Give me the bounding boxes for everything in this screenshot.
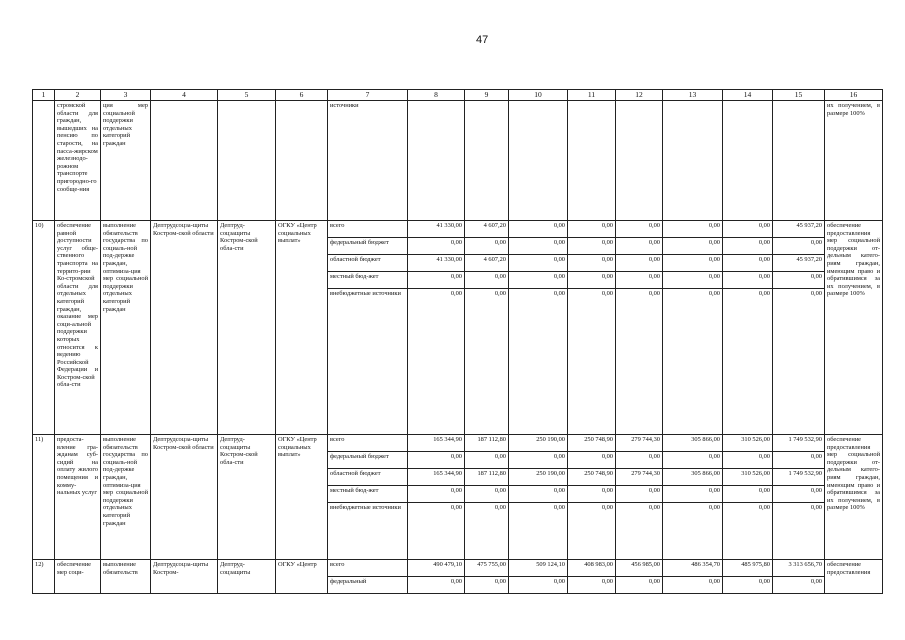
amount-column — [663, 560, 723, 594]
col-header: 2 — [55, 90, 101, 101]
amount-column — [408, 435, 465, 560]
amount-cell: 0,00 — [663, 221, 722, 238]
amount-cell: 41 330,00 — [408, 255, 464, 272]
amount-cell: 187 112,80 — [465, 435, 508, 452]
amount-column — [509, 560, 568, 594]
amount-cell: 0,00 — [810, 504, 822, 511]
measure-goal: выполнение обязательств государства по социаль-ной под-держке граждан, оптимиза-ция мер социальной поддержки отдельных категорий граждан — [101, 435, 151, 560]
amount-cell: 0,00 — [773, 272, 824, 289]
program-table — [32, 89, 883, 594]
col-header: 14 — [723, 90, 773, 101]
responsible-executor: Дептрудсоцза-щиты Костром-ской области — [151, 221, 218, 435]
amount-cell: 0,00 — [616, 221, 662, 238]
amount-column — [723, 560, 773, 594]
amount-cell: 0,00 — [509, 255, 567, 272]
measure-name: предоста-вление гра-жданам суб-сидий на оплату жилого помещения и комму-нальных услуг — [55, 435, 101, 560]
amount-cell: 0,00 — [465, 486, 508, 503]
amount-cell: 0,00 — [553, 290, 565, 297]
amount-cell: 0,00 — [758, 290, 770, 297]
amount-cell: 0,00 — [758, 578, 770, 585]
measure-goal: выполнение обязательств — [101, 560, 151, 594]
row-number: 10) — [33, 221, 55, 435]
funding-source: всего — [328, 560, 407, 577]
amount-column — [509, 221, 568, 435]
funding-source: федеральный — [330, 578, 367, 585]
amount-cell: 509 124,10 — [509, 560, 567, 577]
amount-cell: 0,00 — [465, 238, 508, 255]
amount-column — [773, 560, 825, 594]
funding-source: областной бюджет — [328, 255, 407, 272]
funding-source: внебюджетные источники — [330, 290, 401, 297]
measure-name: обеспечение мер соци- — [55, 560, 101, 594]
amount-cell: 0,00 — [708, 290, 720, 297]
amount-cell: 0,00 — [663, 255, 722, 272]
amount-column — [663, 435, 723, 560]
amount-cell: 310 526,00 — [723, 469, 772, 486]
participant: ОГКУ «Центр социальных выплат» — [276, 221, 328, 435]
amount-cell: 0,00 — [509, 221, 567, 238]
col-header: 16 — [825, 90, 883, 101]
amount-column — [663, 221, 723, 435]
funding-source: областной бюджет — [328, 469, 407, 486]
amount-cell: 0,00 — [723, 272, 772, 289]
expected-result: обеспечение предоставления мер социальной поддержки от-дельным катего-риям граждан, имеющим право и обратившимся за их получением, в размере 100% — [825, 221, 883, 435]
amount-cell: 0,00 — [494, 504, 506, 511]
funding-source: всего — [328, 221, 407, 238]
amount-column — [773, 435, 825, 560]
amount-column — [465, 435, 509, 560]
amount-cell: 0,00 — [408, 272, 464, 289]
amount-cell: 0,00 — [723, 238, 772, 255]
amount-cell: 0,00 — [509, 452, 567, 469]
table-row — [33, 221, 883, 435]
amount-cell: 305 866,00 — [663, 435, 722, 452]
funding-source: всего — [328, 435, 407, 452]
expected-result: их получением, в размере 100% — [825, 101, 883, 221]
amount-cell: 4 607,20 — [465, 221, 508, 238]
amount-cell: 0,00 — [723, 221, 772, 238]
amount-cell: 250 190,00 — [509, 435, 567, 452]
amount-cell: 0,00 — [601, 290, 613, 297]
funding-source: источники — [328, 101, 408, 221]
funding-source: местный бюд-жет — [328, 486, 407, 503]
measure-name: стромской области для граждан, вышедших на пенсию по старости, на пасса-жирском железнодо-рожном транспорте пригородно-го сообще-ния — [55, 101, 101, 221]
col-header: 5 — [218, 90, 276, 101]
measure-goal: выполнение обязательств государства по социаль-ной под-держке граждан, оптимиза-ция мер социальной поддержки отдельных категорий граждан — [101, 221, 151, 435]
amount-cell: 0,00 — [616, 272, 662, 289]
responsible-executor: Дептрудсоцза-щиты Костром- — [151, 560, 218, 594]
amount-cell: 0,00 — [773, 486, 824, 503]
amount-cell: 187 112,80 — [465, 469, 508, 486]
amount-column — [408, 560, 465, 594]
amount-column — [616, 435, 663, 560]
amount-column — [568, 560, 616, 594]
amount-cell: 0,00 — [663, 486, 722, 503]
responsible-executor: Дептрудсоцза-щиты Костром-ской области — [151, 435, 218, 560]
amount-cell: 45 937,20 — [773, 255, 824, 272]
amount-cell: 0,00 — [708, 578, 720, 585]
amount-cell: 0,00 — [568, 238, 615, 255]
col-header: 9 — [465, 90, 509, 101]
amount-column — [616, 221, 663, 435]
amount-cell: 0,00 — [494, 578, 506, 585]
amount-column — [616, 560, 663, 594]
participant: ОГКУ «Центр — [276, 560, 328, 594]
funding-source: внебюджетные источники — [330, 504, 401, 511]
amount-cell: 0,00 — [663, 272, 722, 289]
amount-cell: 279 744,30 — [616, 469, 662, 486]
amount-cell: 0,00 — [450, 578, 462, 585]
amount-cell: 475 755,00 — [465, 560, 508, 577]
amount-cell: 165 344,90 — [408, 469, 464, 486]
amount-column — [723, 435, 773, 560]
amount-column — [723, 221, 773, 435]
amount-cell: 0,00 — [810, 290, 822, 297]
amount-cell: 310 526,00 — [723, 435, 772, 452]
amount-cell: 45 937,20 — [773, 221, 824, 238]
amount-cell: 0,00 — [663, 452, 722, 469]
amount-cell: 456 985,00 — [616, 560, 662, 577]
amount-cell: 0,00 — [601, 504, 613, 511]
row-number: 12) — [33, 560, 55, 594]
amount-cell: 0,00 — [509, 238, 567, 255]
participant: ОГКУ «Центр социальных выплат» — [276, 435, 328, 560]
amount-cell: 0,00 — [465, 452, 508, 469]
amount-cell: 4 607,20 — [465, 255, 508, 272]
amount-cell: 0,00 — [450, 290, 462, 297]
amount-cell: 0,00 — [568, 272, 615, 289]
amount-cell: 250 190,00 — [509, 469, 567, 486]
amount-cell: 0,00 — [758, 504, 770, 511]
amount-cell: 250 748,90 — [568, 435, 615, 452]
measure-goal: ция мер социальной поддержки отдельных категорий граждан — [101, 101, 151, 221]
amount-cell: 0,00 — [568, 452, 615, 469]
amount-cell: 0,00 — [494, 290, 506, 297]
col-header: 8 — [408, 90, 465, 101]
amount-cell: 0,00 — [663, 238, 722, 255]
amount-cell: 0,00 — [616, 255, 662, 272]
amount-cell: 0,00 — [408, 486, 464, 503]
amount-cell: 0,00 — [708, 504, 720, 511]
amount-cell: 0,00 — [553, 578, 565, 585]
row-number: 11) — [33, 435, 55, 560]
amount-column — [408, 221, 465, 435]
table-row — [33, 560, 883, 594]
amount-cell: 1 749 532,90 — [773, 435, 824, 452]
amount-cell: 3 313 656,70 — [773, 560, 824, 577]
co-executor: Дептруд-соцзащиты — [218, 560, 276, 594]
amount-cell: 0,00 — [568, 221, 615, 238]
amount-cell: 0,00 — [723, 486, 772, 503]
amount-cell: 490 479,10 — [408, 560, 464, 577]
col-header: 12 — [616, 90, 663, 101]
expected-result: обеспечение предоставления мер социальной поддержки от-дельным катего-риям граждан, имеющим право и обратившимся за их получением, в размере 100% — [825, 435, 883, 560]
amount-cell: 0,00 — [568, 486, 615, 503]
continuation-row — [33, 101, 883, 221]
col-header: 13 — [663, 90, 723, 101]
amount-cell: 0,00 — [465, 272, 508, 289]
co-executor: Дептруд-соцзащиты Костром-ской обла-сти — [218, 221, 276, 435]
funding-sources — [328, 435, 408, 560]
amount-cell: 165 344,90 — [408, 435, 464, 452]
amount-cell: 0,00 — [616, 486, 662, 503]
amount-cell: 0,00 — [773, 452, 824, 469]
amount-cell: 0,00 — [568, 255, 615, 272]
amount-cell: 0,00 — [810, 578, 822, 585]
col-header: 15 — [773, 90, 825, 101]
amount-cell: 0,00 — [616, 452, 662, 469]
amount-cell: 41 330,00 — [408, 221, 464, 238]
funding-source: федеральный бюджет — [328, 238, 407, 255]
amount-cell: 0,00 — [553, 504, 565, 511]
measure-name: обеспечение равной доступности услуг обще-ственного транспорта на террито-рии Ко-стромской области для отдельных категорий граждан, оказание мер соци-альной поддержки которых относится к ведению Российской Федерации и Костром-ской обла-сти — [55, 221, 101, 435]
amount-column — [773, 221, 825, 435]
amount-cell: 250 748,90 — [568, 469, 615, 486]
column-number-row — [33, 90, 883, 101]
co-executor: Дептруд-соцзащиты Костром-ской обла-сти — [218, 435, 276, 560]
col-header: 1 — [33, 90, 55, 101]
expected-result: обеспечение предоставления — [825, 560, 883, 594]
amount-cell: 0,00 — [509, 272, 567, 289]
amount-cell: 0,00 — [408, 238, 464, 255]
amount-cell: 0,00 — [601, 578, 613, 585]
col-header: 10 — [509, 90, 568, 101]
amount-cell: 0,00 — [408, 452, 464, 469]
funding-source: федеральный бюджет — [328, 452, 407, 469]
col-header: 3 — [101, 90, 151, 101]
amount-cell: 0,00 — [723, 452, 772, 469]
amount-cell: 485 975,80 — [723, 560, 772, 577]
amount-cell: 0,00 — [648, 578, 660, 585]
amount-column — [568, 221, 616, 435]
amount-cell: 408 983,00 — [568, 560, 615, 577]
amount-column — [465, 560, 509, 594]
amount-column — [465, 221, 509, 435]
col-header: 6 — [276, 90, 328, 101]
amount-cell: 0,00 — [723, 255, 772, 272]
amount-cell: 0,00 — [450, 504, 462, 511]
col-header: 7 — [328, 90, 408, 101]
amount-cell: 0,00 — [648, 504, 660, 511]
col-header: 4 — [151, 90, 218, 101]
amount-cell: 0,00 — [773, 238, 824, 255]
page-number: 47 — [476, 34, 489, 46]
amount-column — [568, 435, 616, 560]
amount-column — [509, 435, 568, 560]
funding-sources — [328, 560, 408, 594]
amount-cell: 486 354,70 — [663, 560, 722, 577]
amount-cell: 279 744,30 — [616, 435, 662, 452]
funding-sources — [328, 221, 408, 435]
table-row — [33, 435, 883, 560]
amount-cell: 1 749 532,90 — [773, 469, 824, 486]
amount-cell: 305 866,00 — [663, 469, 722, 486]
amount-cell: 0,00 — [648, 290, 660, 297]
funding-source: местный бюд-жет — [328, 272, 407, 289]
amount-cell: 0,00 — [509, 486, 567, 503]
col-header: 11 — [568, 90, 616, 101]
amount-cell: 0,00 — [616, 238, 662, 255]
